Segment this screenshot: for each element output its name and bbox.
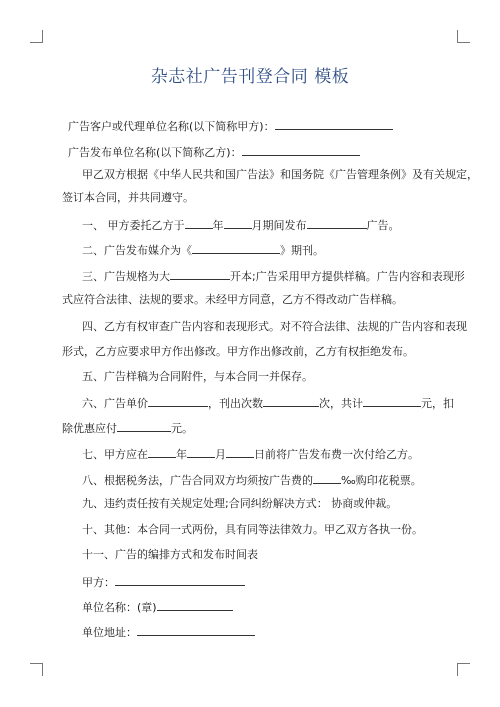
clause-1-year-blank[interactable] [185, 217, 213, 229]
clause-9: 九、违约责任按有关规定处理;合同纠纷解决方式： 协商或仲裁。 [82, 497, 398, 510]
clause-1-text-a: 一、 甲方委托乙方于 [82, 219, 185, 232]
unit-name-blank[interactable] [157, 599, 233, 611]
clause-1-text-b: 年 [212, 219, 224, 232]
clause-6-total-blank[interactable] [363, 395, 421, 407]
clause-8-text-a: 八、根据税务法，广告合同双方均须按广告费的 [82, 474, 313, 487]
clause-7-month-blank[interactable] [187, 446, 215, 458]
preamble-line-2: 签订本合同，并共同遵守。 [62, 191, 194, 204]
clause-7-text-b: 年 [176, 448, 187, 461]
client-blank[interactable] [275, 118, 393, 130]
clause-6-line-1 [82, 395, 454, 411]
clause-6-text-d: 元，扣 [421, 397, 454, 410]
clause-2-media-blank[interactable] [192, 242, 280, 254]
party-a-blank[interactable] [115, 574, 245, 586]
clause-2 [82, 242, 324, 258]
clause-3-size-blank[interactable] [170, 268, 230, 280]
unit-address-blank[interactable] [137, 624, 255, 636]
clause-6-payable-blank[interactable] [117, 420, 171, 432]
crop-mark-top-left [30, 30, 43, 43]
publisher-blank[interactable] [242, 144, 360, 156]
clause-3-text-b: 开本;广告采用甲方提供样稿。广告内容和表现形 [230, 270, 465, 283]
clause-7-year-blank[interactable] [148, 446, 176, 458]
clause-5: 五、广告样稿为合同附件，与本合同一并保存。 [82, 370, 313, 383]
clause-1-text-c: 月期间发布 [251, 219, 307, 232]
unit-name-label: 单位名称：(章) [82, 601, 157, 614]
clause-6-count-blank[interactable] [263, 395, 319, 407]
clause-7-text-d: 日前将广告发布费一次付给乙方。 [254, 448, 419, 461]
clause-6-text-a: 六、广告单价 [82, 397, 148, 410]
clause-10: 十、其他：本合同一式两份，具有同等法律效力。甲乙双方各执一份。 [82, 523, 423, 536]
clause-8-text-b: ‰购印花税票。 [341, 474, 422, 487]
clause-7-day-blank[interactable] [226, 446, 254, 458]
clause-6-text-f: 元。 [171, 422, 193, 435]
client-line [68, 118, 393, 134]
clause-2-text-b: 》期刊。 [280, 244, 324, 257]
signature-unit-address [82, 624, 255, 640]
crop-mark-top-right [457, 30, 470, 43]
publisher-line [68, 144, 360, 160]
clause-6-text-e: 除优惠应付 [62, 422, 117, 435]
clause-1 [82, 217, 400, 233]
client-label: 广告客户或代理单位名称(以下简称甲方)： [68, 120, 275, 133]
signature-unit-name [82, 599, 233, 615]
party-a-label: 甲方： [82, 576, 115, 589]
crop-mark-bottom-right [457, 663, 470, 676]
clause-4-line-2: 形式，乙方应要求甲方作出修改。甲方作出修改前，乙方有权拒绝发布。 [62, 345, 414, 358]
signature-party-a [82, 574, 245, 590]
clause-1-ad-blank[interactable] [307, 217, 367, 229]
clause-3-line-1 [82, 268, 465, 284]
crop-mark-bottom-left [30, 663, 43, 676]
clause-3-text-a: 三、广告规格为大 [82, 270, 170, 283]
clause-4-line-1: 四、乙方有权审查广告内容和表现形式。对不符合法律、法规的广告内容和表现 [82, 320, 467, 333]
clause-2-text-a: 二、广告发布媒介为《 [82, 244, 192, 257]
clause-1-text-d: 广告。 [366, 219, 400, 232]
preamble-line-1: 甲乙双方根据《中华人民共和国广告法》和国务院《广告管理条例》及有关规定， [82, 168, 478, 181]
clause-6-price-blank[interactable] [148, 395, 208, 407]
publisher-label: 广告发布单位名称(以下简称乙方)： [68, 146, 242, 159]
clause-7-text-c: 月 [215, 448, 226, 461]
clause-6-text-b: ，刊出次数 [208, 397, 263, 410]
clause-7 [82, 446, 419, 462]
clause-8 [82, 472, 422, 488]
unit-address-label: 单位地址： [82, 626, 137, 639]
clause-8-rate-blank[interactable] [313, 472, 341, 484]
clause-7-text-a: 七、甲方应在 [82, 448, 148, 461]
clause-3-line-2: 式应符合法律、法规的要求。未经甲方同意，乙方不得改动广告样稿。 [62, 293, 403, 306]
clause-1-month-blank[interactable] [224, 217, 252, 229]
clause-6-line-2 [62, 420, 193, 436]
clause-11: 十一、广告的编排方式和发布时间表 [82, 548, 258, 561]
document-title: 杂志社广告刊登合同 模板 [150, 67, 350, 87]
clause-6-text-c: 次，共计 [319, 397, 363, 410]
